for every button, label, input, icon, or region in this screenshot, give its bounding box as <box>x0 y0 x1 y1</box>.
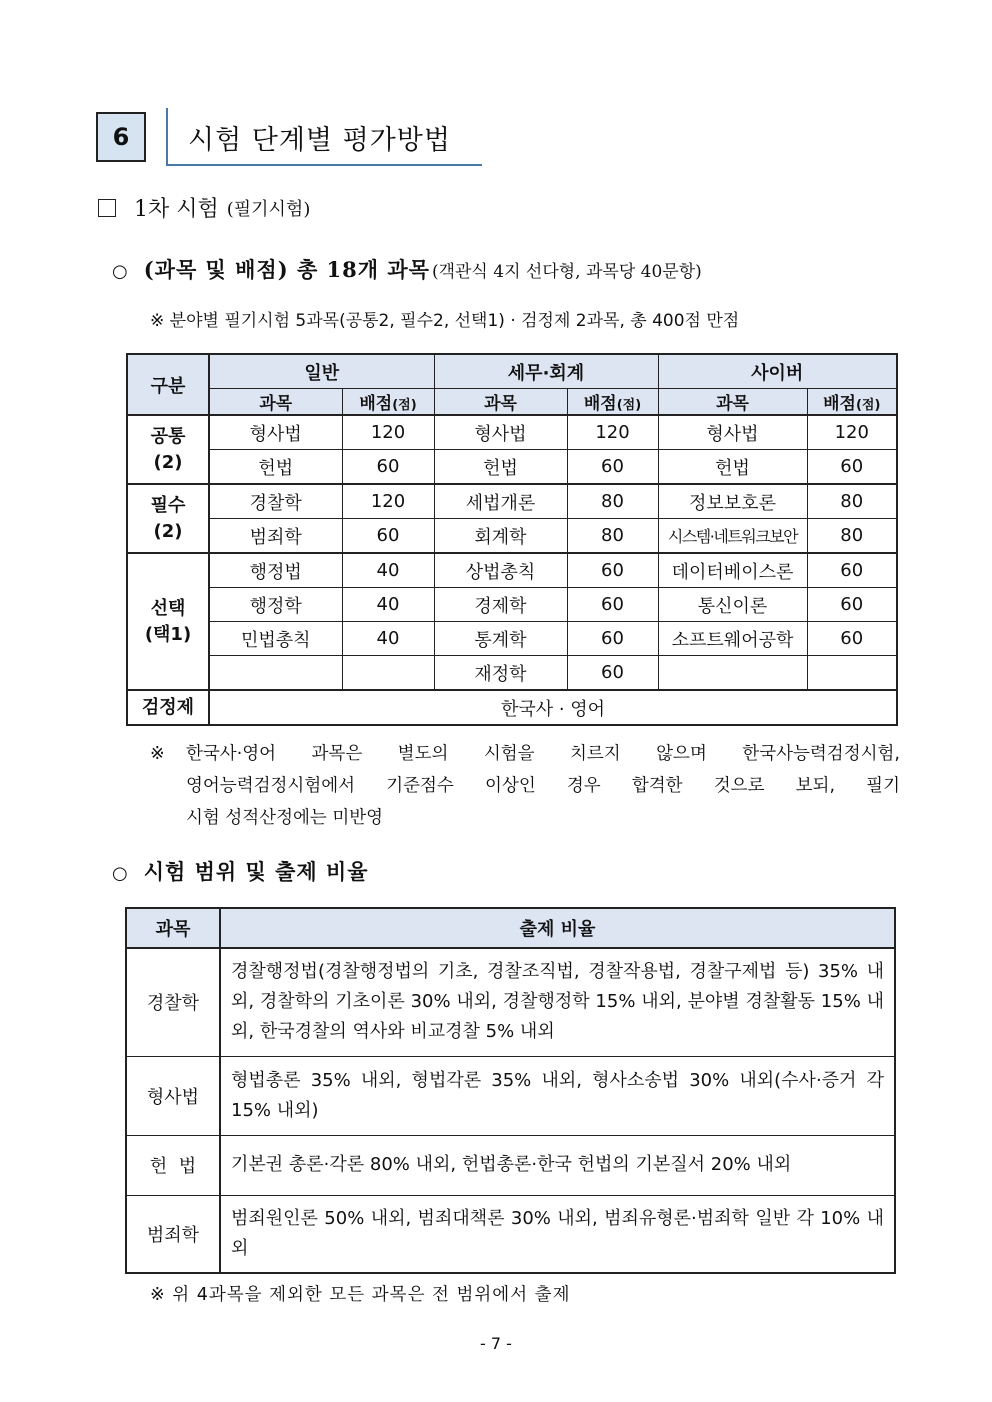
checkbox-square-icon <box>98 199 116 217</box>
note-line: 시험 성적산정에는 미반영 <box>186 808 384 828</box>
table-cell <box>807 656 897 691</box>
first-exam-sub: (필기시험) <box>226 198 311 220</box>
table-cell: 시스템·네트워크보안 <box>658 519 807 554</box>
table-cell: 헌법 <box>434 450 567 485</box>
table-cell: 120 <box>342 415 434 450</box>
table-cell: 80 <box>567 484 658 519</box>
table-cell: 상법총칙 <box>434 553 567 588</box>
table-cell: 40 <box>342 588 434 622</box>
field-header-tax: 세무·회계 <box>434 354 658 389</box>
ratio-cell: 형법총론 35% 내외, 형법각론 35% 내외, 형사소송법 30% 내외(수사·증거 각 15% 내외) <box>220 1056 895 1135</box>
table-cell: 회계학 <box>434 519 567 554</box>
sub-header-score: 배점(점) <box>342 389 434 416</box>
col-group-header: 구분 <box>127 354 209 415</box>
table-row <box>127 519 897 554</box>
subject-cell: 형사법 <box>126 1056 220 1135</box>
ratio-cell: 경찰행정법(경찰행정법의 기초, 경찰조직법, 경찰작용법, 경찰구제법 등) 35% 내외, 경찰학의 기초이론 30% 내외, 경찰행정학 15% 내외, 분야별 경찰활동 15% 내외, 한국경찰의 역사와 비교경찰 5% 내외 <box>220 948 895 1056</box>
note-range: ※ 위 4과목을 제외한 모든 과목은 전 범위에서 출제 <box>150 1285 571 1305</box>
table-cell: 통계학 <box>434 622 567 656</box>
table-cell: 60 <box>807 553 897 588</box>
table-row <box>127 588 897 622</box>
table-cell: 60 <box>807 450 897 485</box>
table-cell: 60 <box>807 588 897 622</box>
subject-cell: 헌 법 <box>126 1135 220 1195</box>
col-header-subject: 과목 <box>126 908 220 948</box>
table-cell <box>209 656 342 691</box>
table-cell: 60 <box>342 450 434 485</box>
table-cell: 60 <box>567 656 658 691</box>
table-cell: 40 <box>342 622 434 656</box>
range-heading <box>112 856 369 886</box>
table-cell: 세법개론 <box>434 484 567 519</box>
section-title: 시험 단계별 평가방법 <box>188 125 451 156</box>
table-cell: 소프트웨어공학 <box>658 622 807 656</box>
table-cell: 60 <box>567 622 658 656</box>
col-header-ratio: 출제 비율 <box>220 908 895 948</box>
table-row <box>127 656 897 691</box>
table-cell: 형사법 <box>658 415 807 450</box>
group-common: 공통 (2) <box>127 415 209 484</box>
note-line: 한국사·영어 과목은 별도의 시험을 치르지 않으며 한국사능력검정시험, <box>186 744 900 764</box>
table-cell: 헌법 <box>658 450 807 485</box>
sub-header-score: 배점(점) <box>807 389 897 416</box>
table-cell: 경찰학 <box>209 484 342 519</box>
circle-bullet-icon: ○ <box>112 863 128 884</box>
table-row <box>127 622 897 656</box>
table-row <box>127 553 897 588</box>
table-cell: 80 <box>807 519 897 554</box>
page-number: - 7 - <box>480 1334 512 1353</box>
section-number: 6 <box>96 112 146 162</box>
ratio-cell: 범죄원인론 50% 내외, 범죄대책론 30% 내외, 범죄유형론·범죄학 일반 각 10% 내외 <box>220 1195 895 1273</box>
group-verification: 검정제 <box>127 690 209 725</box>
field-header-general: 일반 <box>209 354 434 389</box>
range-table <box>125 907 896 1274</box>
table-cell: 민법총칙 <box>209 622 342 656</box>
table-cell: 80 <box>807 484 897 519</box>
table-cell: 60 <box>807 622 897 656</box>
section-title-frame <box>166 108 482 166</box>
circle-bullet-icon: ○ <box>112 261 128 282</box>
table-cell: 60 <box>567 553 658 588</box>
group-required: 필수 (2) <box>127 484 209 553</box>
table-cell: 60 <box>567 588 658 622</box>
first-exam-heading <box>98 192 310 223</box>
note-verification <box>150 738 900 834</box>
table-row <box>127 450 897 485</box>
table-row <box>126 1135 895 1195</box>
table-row <box>127 415 897 450</box>
table-cell: 120 <box>567 415 658 450</box>
note-subjects: ※ 분야별 필기시험 5과목(공통2, 필수2, 선택1) · 검정제 2과목, 총 400점 만점 <box>150 311 740 331</box>
group-elective: 선택 (택1) <box>127 553 209 690</box>
table-cell <box>658 656 807 691</box>
table-cell: 형사법 <box>209 415 342 450</box>
table-cell: 120 <box>342 484 434 519</box>
table-cell: 정보보호론 <box>658 484 807 519</box>
table-cell: 경제학 <box>434 588 567 622</box>
subject-cell: 범죄학 <box>126 1195 220 1273</box>
table-row <box>126 948 895 1056</box>
table-cell: 형사법 <box>434 415 567 450</box>
subjects-heading-bold: (과목 및 배점) 총 18개 과목 <box>143 257 430 282</box>
subjects-heading <box>112 254 702 284</box>
table-cell: 80 <box>567 519 658 554</box>
table-cell: 60 <box>342 519 434 554</box>
table-cell <box>342 656 434 691</box>
subjects-table <box>126 353 898 726</box>
sub-header-subject: 과목 <box>209 389 342 416</box>
table-cell: 범죄학 <box>209 519 342 554</box>
table-cell: 행정학 <box>209 588 342 622</box>
table-cell: 120 <box>807 415 897 450</box>
note-line: 영어능력검정시험에서 기준점수 이상인 경우 합격한 것으로 보되, 필기 <box>186 776 900 796</box>
table-cell: 헌법 <box>209 450 342 485</box>
table-cell: 데이터베이스론 <box>658 553 807 588</box>
table-row <box>126 1195 895 1273</box>
sub-header-subject: 과목 <box>434 389 567 416</box>
table-cell: 40 <box>342 553 434 588</box>
table-cell: 통신이론 <box>658 588 807 622</box>
table-cell: 행정법 <box>209 553 342 588</box>
table-row <box>126 1056 895 1135</box>
table-cell: 재정학 <box>434 656 567 691</box>
ratio-cell: 기본권 총론·각론 80% 내외, 헌법총론·한국 헌법의 기본질서 20% 내외 <box>220 1135 895 1195</box>
subject-cell: 경찰학 <box>126 948 220 1056</box>
range-heading-text: 시험 범위 및 출제 비율 <box>143 859 369 884</box>
first-exam-label: 1차 시험 <box>134 197 219 222</box>
sub-header-subject: 과목 <box>658 389 807 416</box>
reference-mark: ※ <box>150 744 165 764</box>
field-header-cyber: 사이버 <box>658 354 897 389</box>
table-row <box>127 484 897 519</box>
table-cell: 60 <box>567 450 658 485</box>
table-row <box>127 690 897 725</box>
sub-header-score: 배점(점) <box>567 389 658 416</box>
verification-subjects: 한국사 · 영어 <box>209 690 897 725</box>
subjects-heading-paren: (객관식 4지 선다형, 과목당 40문항) <box>431 262 702 282</box>
